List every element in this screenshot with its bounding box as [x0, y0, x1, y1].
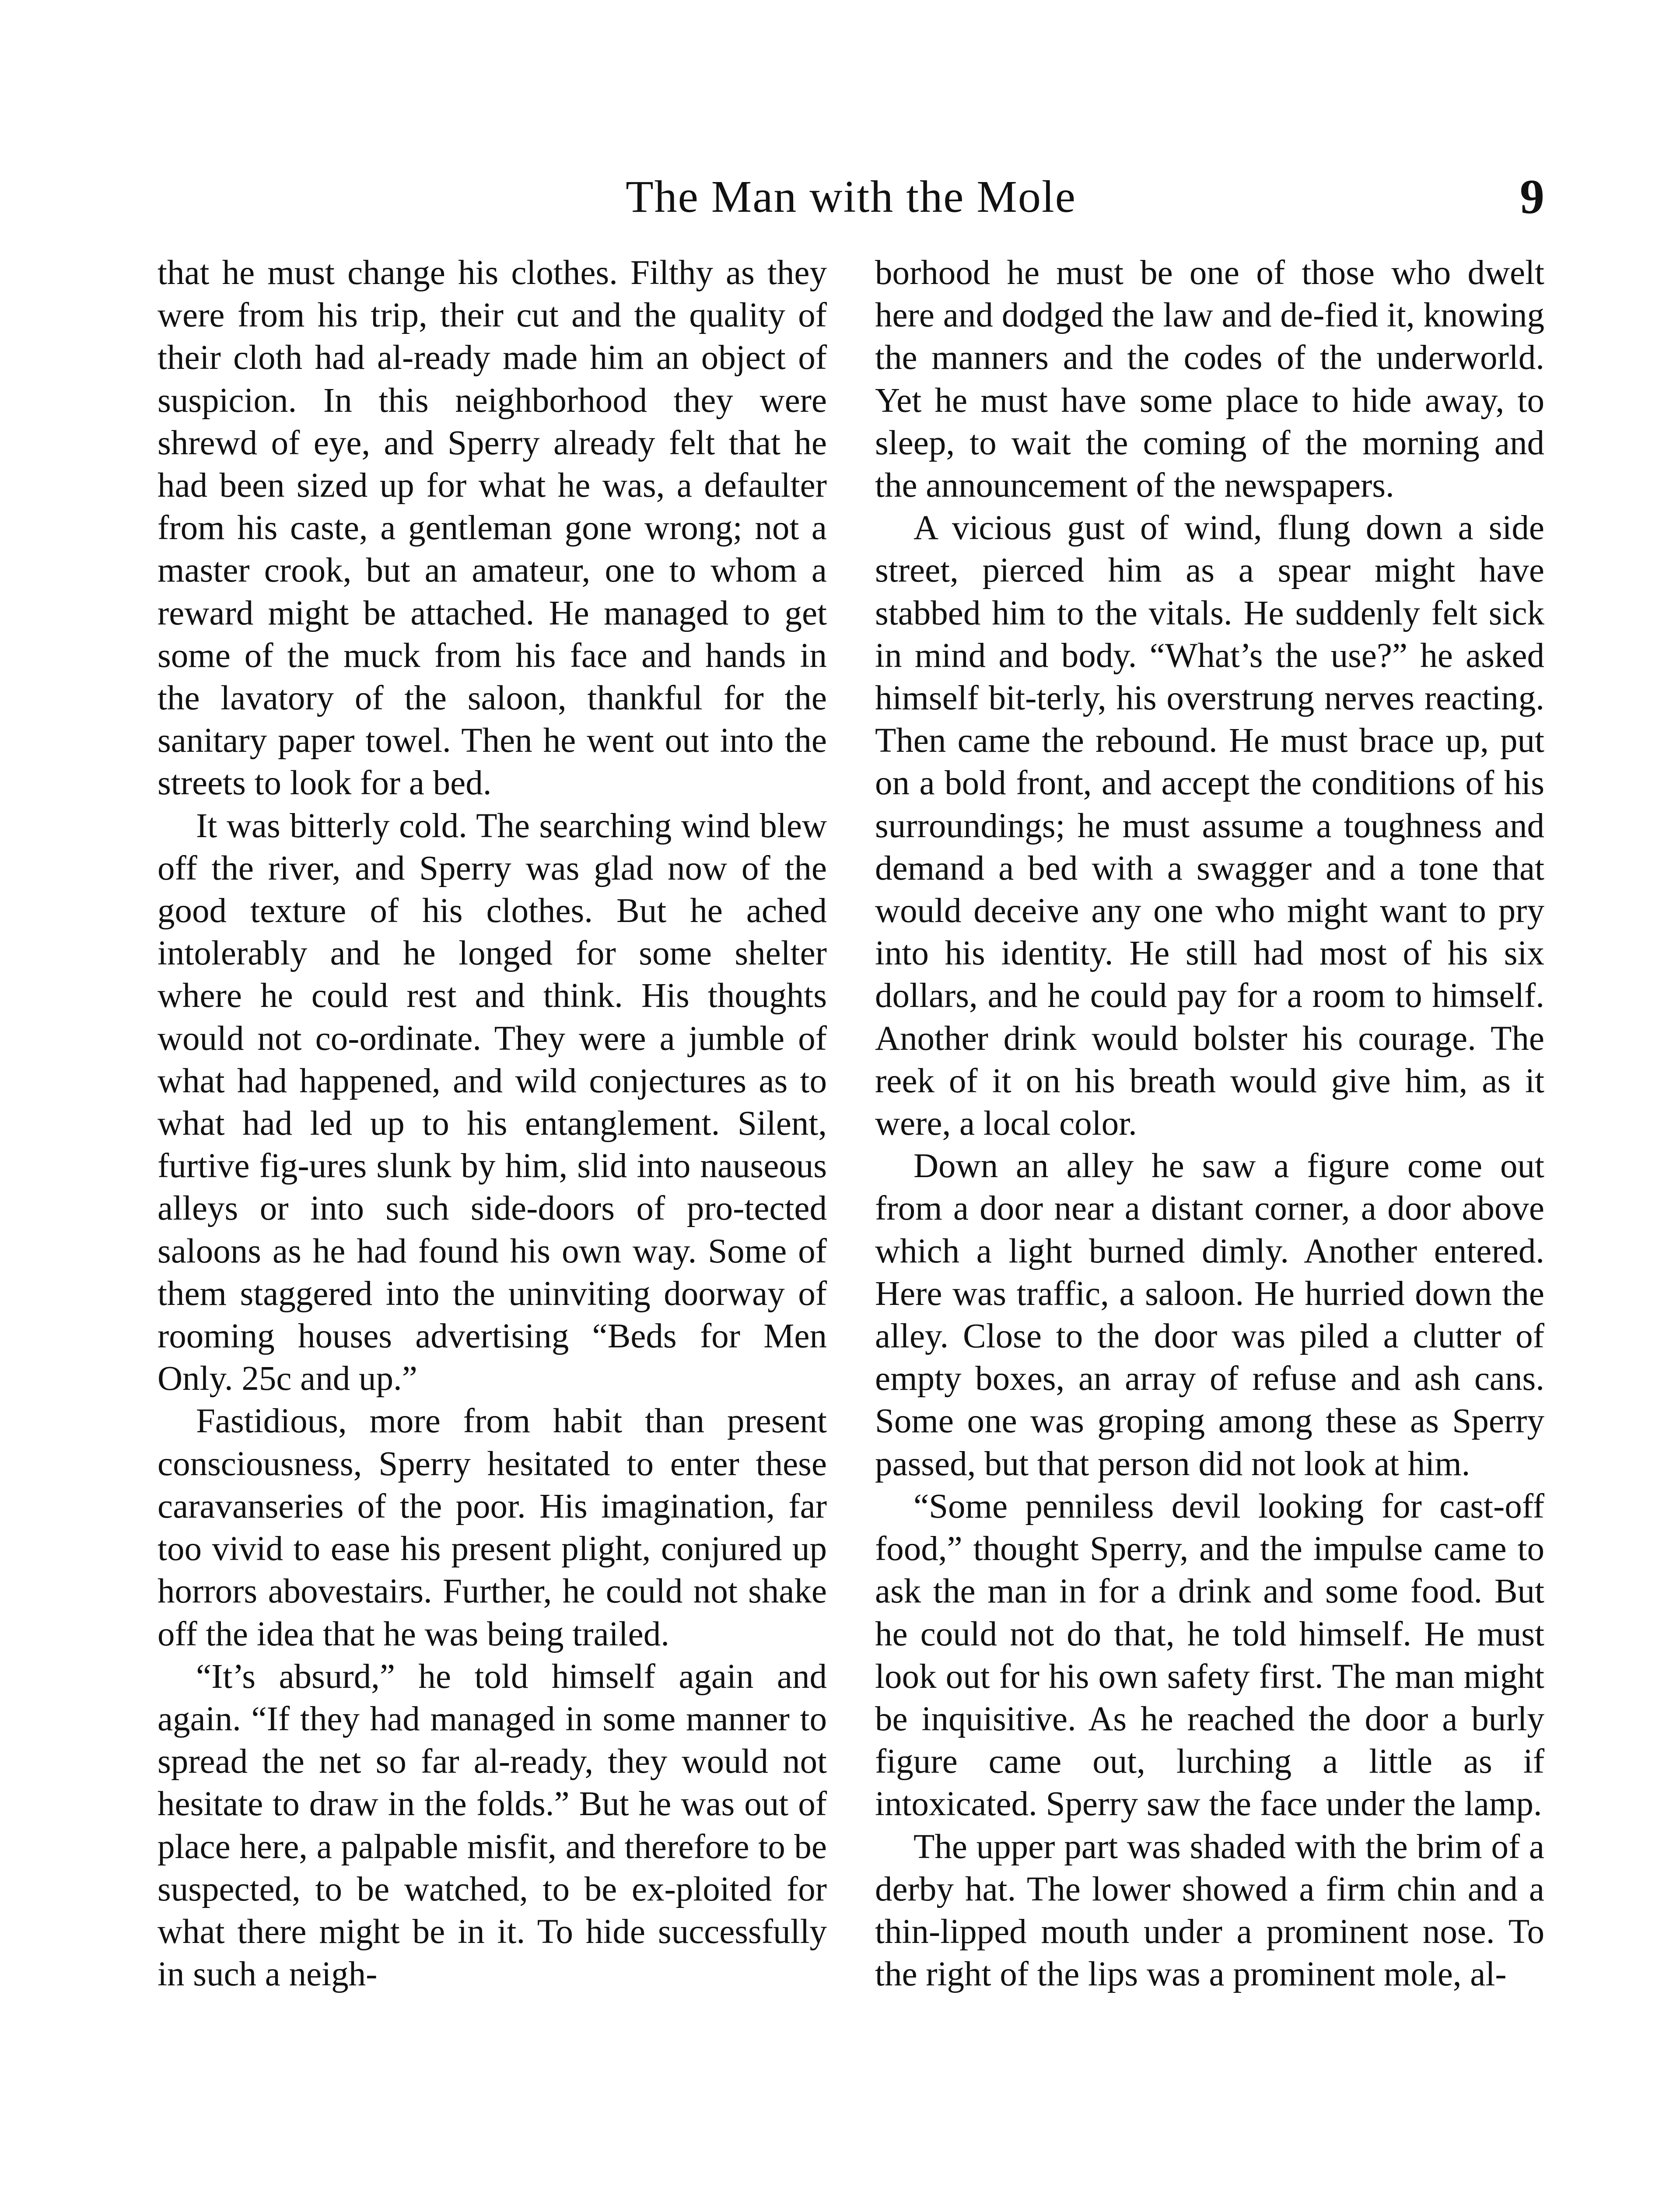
- page-header: [158, 162, 1544, 232]
- paragraph: that he must change his clothes. Filthy as they were from his trip, their cut and the quality of their cloth had al-ready made him an object of suspicion. In this neighborhood they were shrewd of eye, and Sperry already felt that he had been sized up for what he was, a defaulter from his caste, a gentleman gone wrong; not a master crook, but an amateur, one to whom a reward might be attached. He managed to get some of the muck from his face and hands in the lavatory of the saloon, thankful for the sanitary paper towel. Then he went out into the streets to look for a bed.: [158, 254, 827, 803]
- paragraph: borhood he must be one of those who dwelt here and dodged the law and de-fied it, knowing the manners and the codes of the underworld. Yet he must have some place to hide away, to sleep, to wait the coming of the morning and the announcement of the newspapers.: [875, 254, 1544, 505]
- paragraph: Down an alley he saw a figure come out from a door near a distant corner, a door above which a light burned dimly. Another entered. Here was traffic, a saloon. He hurried down the alley. Close to the door was piled a clutter of empty boxes, an array of refuse and ash cans. Some one was groping among these as Sperry passed, but that person did not look at him.: [875, 1147, 1544, 1483]
- page-number: 9: [1520, 170, 1544, 224]
- left-column: [158, 252, 827, 1995]
- paragraph: It was bitterly cold. The searching wind blew off the river, and Sperry was glad now of the good texture of his clothes. But he ached intolerably and he longed for some shelter where he could rest and think. His thoughts would not co-ordinate. They were a jumble of what had happened, and wild conjectures as to what had led up to his entanglement. Silent, furtive fig-ures slunk by him, slid into nauseous alleys or into such side-doors of pro-tected saloons as he had found his own way. Some of them staggered into the uninviting doorway of rooming houses advertising “Beds for Men Only. 25c and up.”: [158, 806, 827, 1398]
- right-column: [875, 252, 1544, 1995]
- page-title: The Man with the Mole: [626, 172, 1076, 222]
- paragraph: “Some penniless devil looking for cast-off food,” thought Sperry, and the impulse came to ask the man in for a drink and some food. But he could not do that, he told himself. He must look out for his own safety first. The man might be inquisitive. As he reached the door a burly figure came out, lurching a little as if intoxicated. Sperry saw the face under the lamp.: [875, 1487, 1544, 1823]
- paragraph: The upper part was shaded with the brim of a derby hat. The lower showed a firm chin and a thin-lipped mouth under a prominent nose. To the right of the lips was a prominent mole, al-: [875, 1827, 1544, 1994]
- paragraph: A vicious gust of wind, flung down a side street, pierced him as a spear might have stabbed him to the vitals. He suddenly felt sick in mind and body. “What’s the use?” he asked himself bit-terly, his overstrung nerves reacting. Then came the rebound. He must brace up, put on a bold front, and accept the conditions of his surroundings; he must assume a toughness and demand a bed with a swagger and a tone that would deceive any one who might want to pry into his identity. He still had most of his six dollars, and he could pay for a room to himself. Another drink would bolster his courage. The reek of it on his breath would give him, as it were, a local color.: [875, 509, 1544, 1143]
- paragraph: “It’s absurd,” he told himself again and again. “If they had managed in some manner to spread the net so far al-ready, they would not hesitate to draw in the folds.” But he was out of place here, a palpable misfit, and therefore to be suspected, to be watched, to be ex-ploited for what there might be in it. To hide successfully in such a neigh-: [158, 1657, 827, 1994]
- paragraph: Fastidious, more from habit than present consciousness, Sperry hesitated to enter these caravanseries of the poor. His imagination, far too vivid to ease his present plight, conjured up horrors abovestairs. Further, he could not shake off the idea that he was being trailed.: [158, 1402, 827, 1653]
